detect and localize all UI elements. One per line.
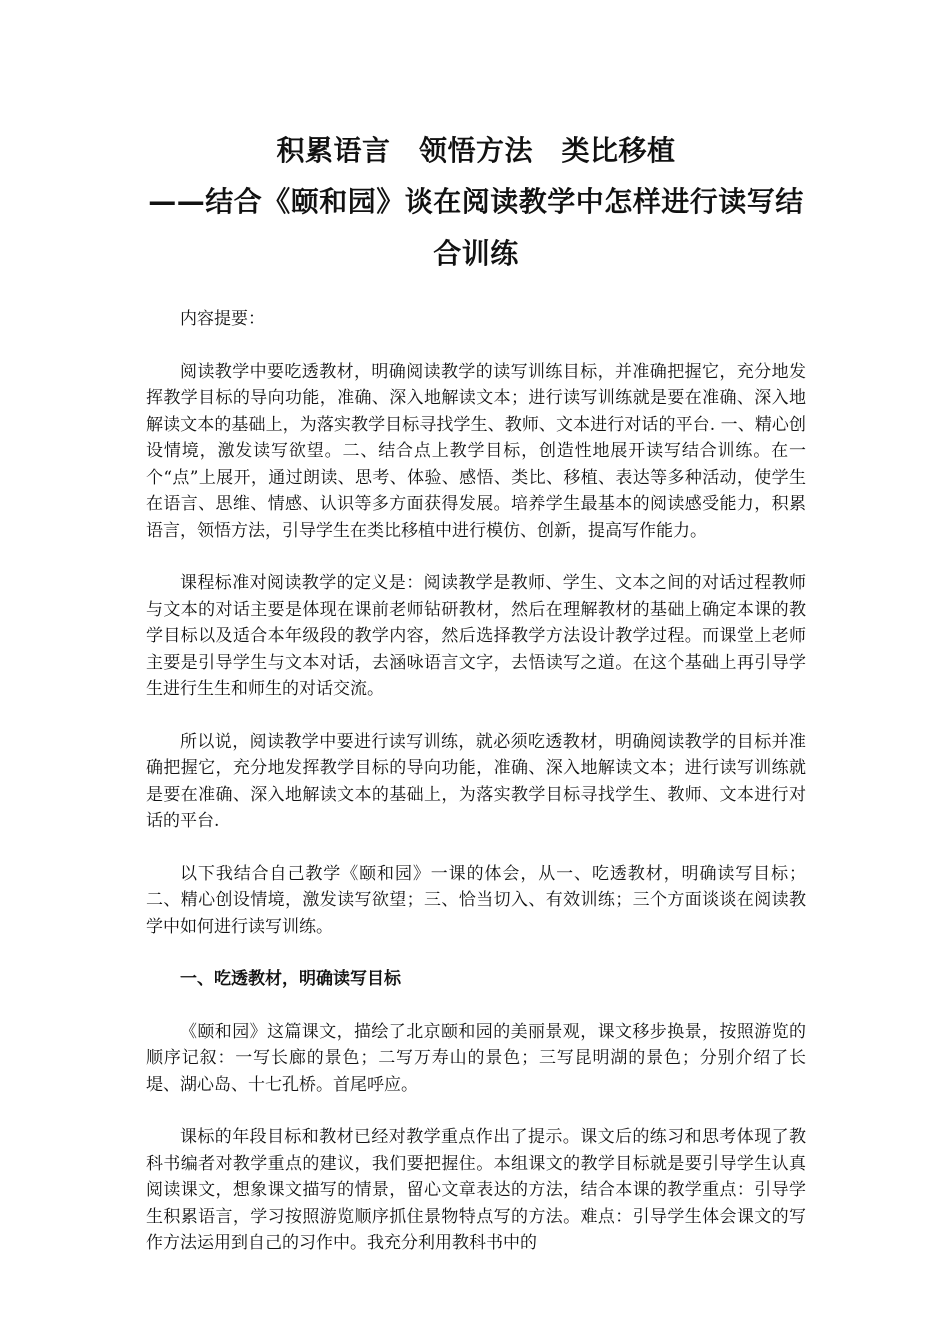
paragraph-therefore: 所以说，阅读教学中要进行读写训练，就必须吃透教材，明确阅读教学的目标并准确把握它，充分地发挥教学目标的导向功能，准确、深入地解读文本；进行读写训练就是要在准确、深入地解读文本的基础上，为落实教学目标寻找学生、教师、文本进行对话的平台. — [146, 731, 806, 831]
paragraph-summary: 阅读教学中要吃透教材，明确阅读教学的读写训练目标，并准确把握它，充分地发挥教学目标的导向功能，准确、深入地解读文本；进行读写训练就是要在准确、深入地解读文本的基础上，为落实教学目标寻找学生、教师、文本进行对话的平台. 一、精心创设情境，激发读写欲望。二、结合点上教学目标，创造性地展开读写结合训练。在一个“点”上展开，通过朗读、思考、体验、感悟、类比、移植、表达等多种活动，使学生在语言、思维、情感、认识等多方面获得发展。培养学生最基本的阅读感受能力，积累语言，领悟方法，引导学生在类比移植中进行模仿、创新，提高写作能力。 — [146, 361, 806, 541]
summary-label: 内容提要： — [180, 309, 265, 329]
document-page — [146, 126, 806, 1257]
paragraph-yiheyuan: 《颐和园》这篇课文，描绘了北京颐和园的美丽景观，课文移步换景，按照游览的顺序记叙：一写长廊的景色；二写万寿山的景色；三写昆明湖的景色；分别介绍了长堤、湖心岛、十七孔桥。首尾呼应。 — [146, 1021, 806, 1095]
document-title: 积累语言 领悟方法 类比移植 — [276, 134, 676, 167]
section-heading-1: 一、吃透教材，明确读写目标 — [180, 969, 401, 989]
document-subtitle: ——结合《颐和园》谈在阅读教学中怎样进行读写结合训练 — [148, 185, 804, 270]
paragraph-outline: 以下我结合自己教学《颐和园》一课的体会，从一、吃透教材，明确读写目标；二、精心创设情境，激发读写欲望；三、恰当切入、有效训练；三个方面谈谈在阅读教学中如何进行读写训练。 — [146, 863, 806, 937]
paragraph-curriculum: 课程标准对阅读教学的定义是：阅读教学是教师、学生、文本之间的对话过程教师与文本的对话主要是体现在课前老师钻研教材，然后在理解教材的基础上确定本课的教学目标以及适合本年级段的教学内容，然后选择教学方法设计教学过程。而课堂上老师主要是引导学生与文本对话，去涵咏语言文字，去悟读写之道。在这个基础上再引导学生进行生生和师生的对话交流。 — [146, 573, 806, 699]
paragraph-goals: 课标的年段目标和教材已经对教学重点作出了提示。课文后的练习和思考体现了教科书编者对教学重点的建议，我们要把握住。本组课文的教学目标就是要引导学生认真阅读课文，想象课文描写的情景，留心文章表达的方法，结合本课的教学重点：引导学生积累语言，学习按照游览顺序抓住景物特点写的方法。难点：引导学生体会课文的写作方法运用到自己的习作中。我充分利用教科书中的 — [146, 1127, 806, 1253]
